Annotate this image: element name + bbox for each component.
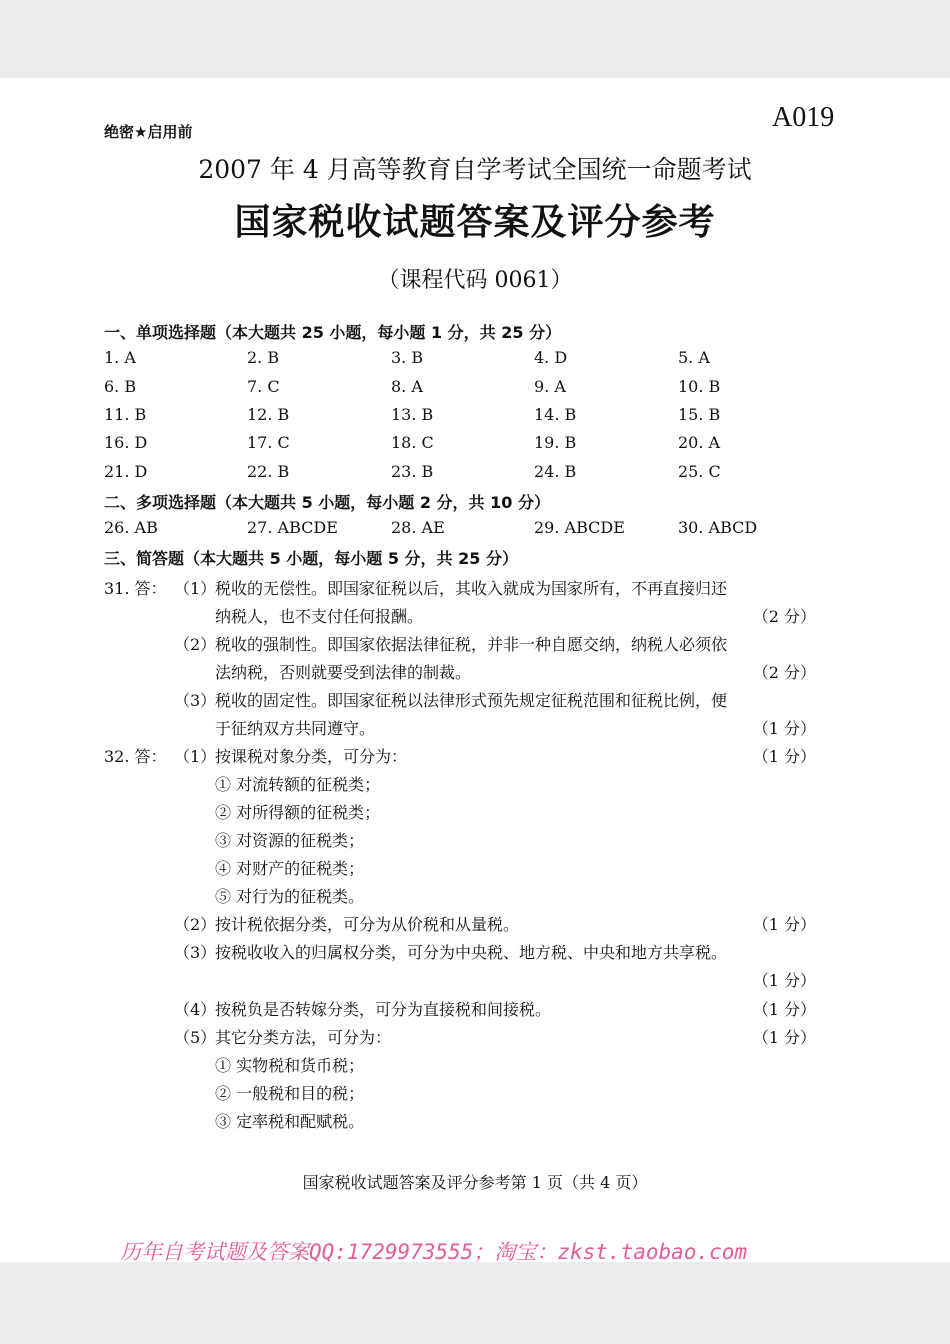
score: （2 分） <box>752 607 816 626</box>
answer: 18. C <box>391 433 434 452</box>
sub-item: ③ 对资源的征税类； <box>215 831 365 850</box>
exam-name: 2007 年 4 月高等教育自学考试全国统一命题考试 <box>198 155 752 184</box>
item-number: （3） <box>174 943 217 962</box>
item-number: （1） <box>174 747 217 766</box>
answer-text: 于征纳双方共同遵守。 <box>215 719 376 738</box>
sub-item: ⑤ 对行为的征税类。 <box>215 887 365 906</box>
item-number: （3） <box>174 691 217 710</box>
section-1-heading: 一、单项选择题（本大题共 25 小题，每小题 1 分，共 25 分） <box>104 323 562 342</box>
answer-text: 其它分类方法，可分为： <box>215 1028 392 1047</box>
answer: 2. B <box>247 348 280 367</box>
answer: 26. AB <box>104 518 158 537</box>
answer: 6. B <box>104 377 137 396</box>
answer: 3. B <box>391 348 424 367</box>
answer-text: 按税收收入的归属权分类，可分为中央税、地方税、中央和地方共享税。 <box>215 943 728 962</box>
sub-item: ① 实物税和货币税； <box>215 1056 365 1075</box>
item-number: （1） <box>174 579 217 598</box>
section-2-heading: 二、多项选择题（本大题共 5 小题，每小题 2 分，共 10 分） <box>104 493 550 512</box>
section-3-heading: 三、简答题（本大题共 5 小题，每小题 5 分，共 25 分） <box>104 549 518 568</box>
watermark-text: 历年自考试题及答案QQ:1729973555；淘宝：zkst.taobao.com <box>120 1240 748 1264</box>
answer: 9. A <box>534 377 566 396</box>
score: （1 分） <box>752 971 816 990</box>
answer-text: 按计税依据分类，可分为从价税和从量税。 <box>215 915 520 934</box>
answer: 7. C <box>247 377 280 396</box>
answer: 17. C <box>247 433 290 452</box>
answer: 19. B <box>534 433 577 452</box>
answer-text: 税收的强制性。即国家依据法律征税，并非一种自愿交纳，纳税人必须依 <box>215 635 728 654</box>
score: （1 分） <box>752 915 816 934</box>
answer: 25. C <box>678 462 721 481</box>
answer: 13. B <box>391 405 434 424</box>
item-number: （2） <box>174 915 217 934</box>
item-number: （5） <box>174 1028 217 1047</box>
scan-top-margin <box>0 0 950 78</box>
answer: 4. D <box>534 348 568 367</box>
answer: 24. B <box>534 462 577 481</box>
item-number: （2） <box>174 635 217 654</box>
answer: 30. ABCD <box>678 518 758 537</box>
answer-text: 税收的无偿性。即国家征税以后，其收入就成为国家所有，不再直接归还 <box>215 579 728 598</box>
scan-bottom-margin <box>0 1262 950 1344</box>
sub-item: ② 一般税和目的税； <box>215 1084 365 1103</box>
answer: 27. ABCDE <box>247 518 338 537</box>
answer: 1. A <box>104 348 136 367</box>
answer: 12. B <box>247 405 290 424</box>
answer-text: 法纳税，否则就要受到法律的制裁。 <box>215 663 472 682</box>
sub-item: ④ 对财产的征税类； <box>215 859 365 878</box>
score: （1 分） <box>752 747 816 766</box>
answer-text: 纳税人，也不支付任何报酬。 <box>215 607 424 626</box>
paper-code-tag: A019 <box>772 102 835 133</box>
page-title: 国家税收试题答案及评分参考 <box>234 201 716 243</box>
answer: 11. B <box>104 405 147 424</box>
score: （1 分） <box>752 1028 816 1047</box>
confidential-label: 绝密★启用前 <box>104 123 193 141</box>
answer-text: 按税负是否转嫁分类，可分为直接税和间接税。 <box>215 1000 552 1019</box>
question-32-label: 32. 答： <box>104 747 167 766</box>
question-31-label: 31. 答： <box>104 579 167 598</box>
answer: 8. A <box>391 377 423 396</box>
answer: 23. B <box>391 462 434 481</box>
page-footer: 国家税收试题答案及评分参考第 1 页（共 4 页） <box>302 1173 648 1192</box>
course-code: （课程代码 0061） <box>377 268 573 293</box>
score: （1 分） <box>752 1000 816 1019</box>
score: （1 分） <box>752 719 816 738</box>
answer: 21. D <box>104 462 148 481</box>
item-number: （4） <box>174 1000 217 1019</box>
answer: 20. A <box>678 433 721 452</box>
score: （2 分） <box>752 663 816 682</box>
sub-item: ③ 定率税和配赋税。 <box>215 1112 365 1131</box>
answer: 14. B <box>534 405 577 424</box>
answer: 10. B <box>678 377 721 396</box>
answer: 16. D <box>104 433 148 452</box>
answer: 5. A <box>678 348 710 367</box>
answer: 28. AE <box>391 518 445 537</box>
answer-text: 按课税对象分类，可分为： <box>215 747 408 766</box>
sub-item: ① 对流转额的征税类； <box>215 775 381 794</box>
answer: 15. B <box>678 405 721 424</box>
answer: 22. B <box>247 462 290 481</box>
answer: 29. ABCDE <box>534 518 625 537</box>
sub-item: ② 对所得额的征税类； <box>215 803 381 822</box>
answer-text: 税收的固定性。即国家征税以法律形式预先规定征税范围和征税比例，便 <box>215 691 728 710</box>
